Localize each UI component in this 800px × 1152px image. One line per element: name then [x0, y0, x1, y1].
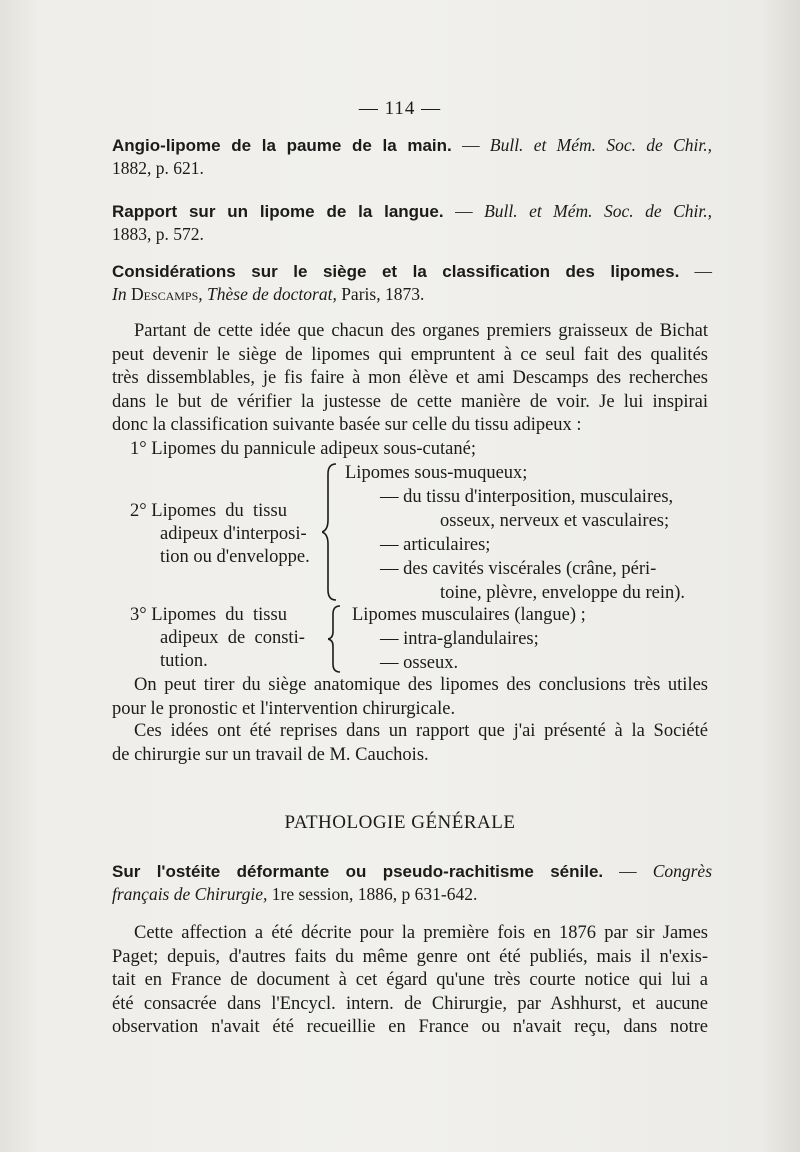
text-line: Cette affection a été décrite pour la première fois en 1876 par sir James [134, 923, 708, 943]
entry-in: In [112, 284, 131, 304]
sub-item: — articulaires; [380, 535, 491, 555]
page-number: — 114 — [358, 98, 442, 119]
brace-icon [328, 604, 346, 674]
sub-item: Lipomes sous-muqueux; [345, 463, 528, 483]
entry-source: français de Chirurgie, [112, 884, 268, 904]
bibliography-entry [112, 134, 712, 180]
entry-dash: — [679, 261, 713, 281]
section-title: PATHOLOGIE GÉNÉRALE [284, 812, 516, 833]
sub-item: osseux, nerveux et vasculaires; [440, 511, 670, 531]
entry-title: Angio-lipome de la paume de la main. [112, 136, 452, 155]
sub-item: — du tissu d'interposition, musculaires, [380, 487, 674, 507]
text-line: observation n'avait été recueillie en France ou n'avait reçu, dans notre [112, 1017, 708, 1038]
entry-source: Bull. et Mém. Soc. de Chir., [484, 201, 713, 221]
sub-item: — des cavités viscérales (crâne, péri- [380, 559, 657, 579]
label-line: 3° Lipomes du tissu [130, 605, 287, 625]
text-line: Ces idées ont été reprises dans un rapport que j'ai présenté à la Société [134, 721, 708, 741]
entry-dash: — [451, 135, 490, 155]
paragraph [112, 674, 708, 721]
paragraph [112, 720, 708, 767]
bibliography-entry [112, 260, 712, 306]
classification-item-1: 1° Lipomes du pannicule adipeux sous-cutané; [130, 439, 476, 459]
entry-title: Considérations sur le siège et la classification des lipomes. [112, 262, 680, 281]
entry-source: Bull. et Mém. Soc. de Chir., [489, 135, 713, 155]
text-line: pour le pronostic et l'intervention chirurgicale. [112, 698, 456, 719]
text-line: tait en France de document à cet égard qu'une très courte notice qui lui a [112, 970, 708, 991]
entry-title: Sur l'ostéite déformante ou pseudo-rachitisme sénile. [112, 862, 604, 881]
label-line: adipeux d'interposi- [160, 524, 307, 544]
text-line: Paget; depuis, d'autres faits du même genre ont été publiés, mais il n'exis- [112, 946, 708, 967]
text-line: de chirurgie sur un travail de M. Cauchois. [112, 744, 429, 765]
sub-item: toine, plèvre, enveloppe du rein). [440, 583, 686, 603]
classification-item-3-label [130, 604, 305, 673]
entry-source: Congrès [652, 861, 713, 881]
text-line: très dissemblables, je fis faire à mon élève et ami Descamps des recherches [112, 368, 708, 389]
classification-item-2-label [130, 500, 320, 569]
label-line: tution. [160, 651, 208, 671]
sub-item: Lipomes musculaires (langue) ; [352, 605, 586, 625]
entry-dash: — [443, 201, 485, 221]
text-line: Partant de cette idée que chacun des organes premiers graisseux de Bichat [134, 321, 708, 341]
brace-icon [322, 462, 342, 602]
entry-dash: — [603, 861, 653, 881]
bibliography-entry [112, 860, 712, 906]
intro-paragraph [112, 320, 708, 438]
entry-details: 1882, p. 621. [112, 158, 204, 178]
sub-item: — intra-glandulaires; [380, 629, 539, 649]
text-line: peut devenir le siège de lipomes qui empruntent à ce seul fait des qualités [112, 344, 708, 365]
entry-author: Descamps [130, 284, 199, 304]
label-line: tion ou d'enveloppe. [160, 547, 310, 567]
text-line: dans le but de vérifier la justesse de cette manière de voir. Je lui inspirai [112, 391, 708, 412]
label-line: adipeux de consti- [160, 628, 305, 648]
text-line: donc la classification suivante basée sur celle du tissu adipeux : [112, 415, 582, 436]
entry-details: 1883, p. 572. [112, 224, 204, 244]
sub-item: — osseux. [380, 653, 459, 673]
entry-title: Rapport sur un lipome de la langue. [112, 202, 444, 221]
entry-details: 1re session, 1886, p 631-642. [267, 884, 478, 904]
entry-thesis: , Thèse de doctorat, [198, 284, 337, 304]
final-paragraph [112, 922, 708, 1040]
text-line: On peut tirer du siège anatomique des lipomes des conclusions très utiles [134, 675, 708, 695]
label-line: 2° Lipomes du tissu [130, 501, 287, 521]
bibliography-entry [112, 200, 712, 246]
entry-details: Paris, 1873. [336, 284, 425, 304]
text-line: été consacrée dans l'Encycl. intern. de Chirurgie, par Ashhurst, et aucune [112, 993, 708, 1014]
